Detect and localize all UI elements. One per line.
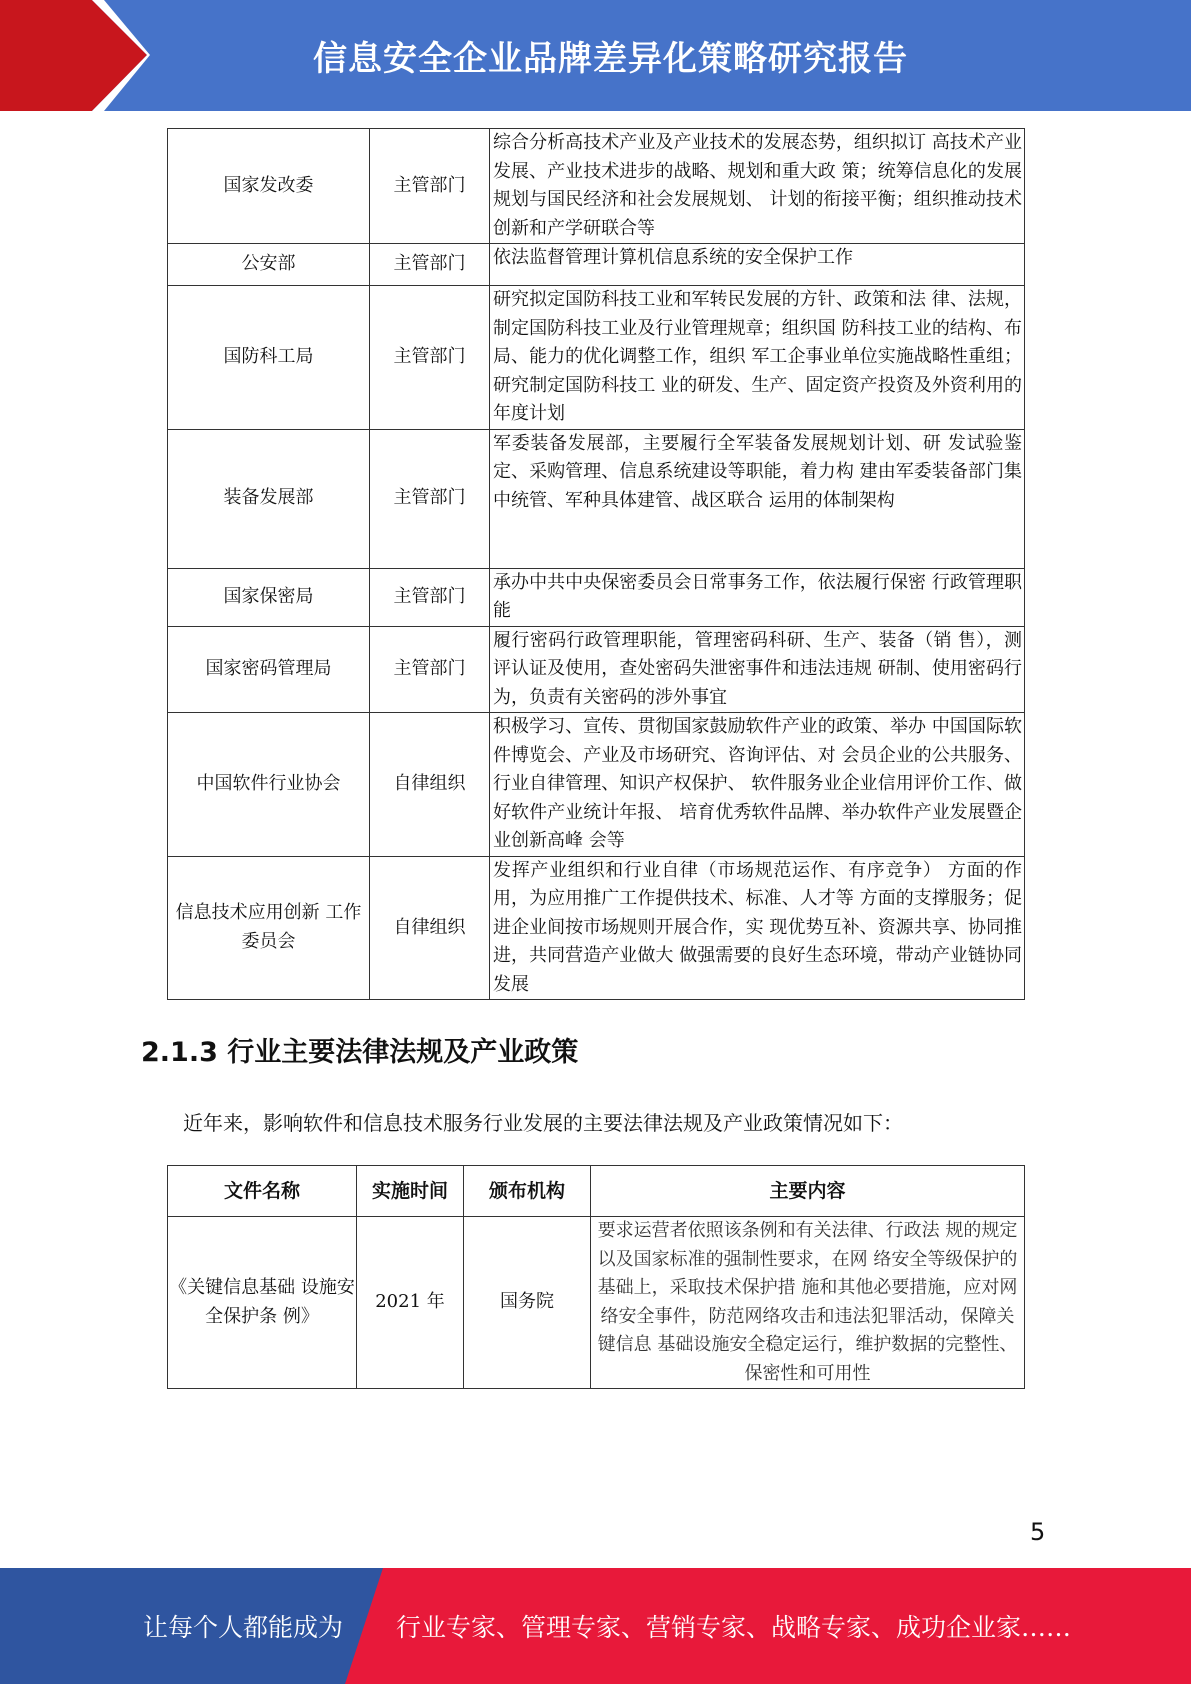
page-header [0, 0, 1191, 111]
footer-right-text: 行业专家、管理专家、营销专家、战略专家、成功企业家…… [396, 1613, 1072, 1642]
table-row [168, 129, 1025, 244]
table-row [168, 568, 1025, 626]
agency-name: 国家密码管理局 [168, 626, 370, 713]
agency-name: 公安部 [168, 244, 370, 286]
table-row [168, 713, 1025, 857]
agency-name: 国防科工局 [168, 286, 370, 430]
column-header: 主要内容 [591, 1166, 1025, 1217]
agency-type: 自律组织 [370, 713, 490, 857]
agency-description: 积极学习、宣传、贯彻国家鼓励软件产业的政策、举办 中国国际软件博览会、产业及市场研究、咨询评估、对 会员企业的公共服务、行业自律管理、知识产权保护、 软件服务业企业信用评价工作、做好软件产业统计年报、 培育优秀软件品牌、举办软件产业发展暨企业创新高峰 会等 [490, 713, 1025, 857]
agency-description: 研究拟定国防科技工业和军转民发展的方针、政策和法 律、法规，制定国防科技工业及行业管理规章；组织国 防科技工业的结构、布局、能力的优化调整工作，组织 军工企事业单位实施战略性重组；研究制定国防科技工 业的研发、生产、固定资产投资及外资利用的年度计划 [490, 286, 1025, 430]
agency-type: 主管部门 [370, 568, 490, 626]
footer-left-text: 让每个人都能成为 [143, 1613, 344, 1642]
agency-type: 主管部门 [370, 129, 490, 244]
law-issuer: 国务院 [464, 1217, 591, 1389]
agency-description: 履行密码行政管理职能，管理密码科研、生产、装备（销 售），测评认证及使用，查处密码失泄密事件和违法违规 研制、使用密码行为，负责有关密码的涉外事宜 [490, 626, 1025, 713]
agency-type: 主管部门 [370, 626, 490, 713]
table-row [168, 244, 1025, 286]
agency-name: 国家发改委 [168, 129, 370, 244]
agency-description: 承办中共中央保密委员会日常事务工作，依法履行保密 行政管理职能 [490, 568, 1025, 626]
agency-description: 发挥产业组织和行业自律（市场规范运作、有序竞争） 方面的作用，为应用推广工作提供技术、标准、人才等 方面的支撑服务；促进企业间按市场规则开展合作，实 现优势互补、资源共享、协同推进，共同营造产业做大 做强需要的良好生态环境，带动产业链协同发展 [490, 856, 1025, 1000]
page-number: 5 [1030, 1518, 1046, 1546]
header-chevron-icon [0, 0, 150, 111]
agency-name: 信息技术应用创新 工作委员会 [168, 856, 370, 1000]
section-intro: 近年来，影响软件和信息技术服务行业发展的主要法律法规及产业政策情况如下： [183, 1111, 903, 1135]
law-name: 《关键信息基础 设施安全保护条 例》 [168, 1217, 357, 1389]
table-row [168, 429, 1025, 568]
agency-type: 主管部门 [370, 286, 490, 430]
laws-table [167, 1165, 1025, 1389]
table-row [168, 856, 1025, 1000]
agency-name: 装备发展部 [168, 429, 370, 568]
page-footer [0, 1568, 1191, 1684]
table-row [168, 626, 1025, 713]
table-header-row [168, 1166, 1025, 1217]
law-date: 2021 年 [357, 1217, 464, 1389]
agency-name: 中国软件行业协会 [168, 713, 370, 857]
column-header: 颁布机构 [464, 1166, 591, 1217]
column-header: 实施时间 [357, 1166, 464, 1217]
agencies-table [167, 128, 1025, 1000]
agency-description: 依法监督管理计算机信息系统的安全保护工作 [490, 244, 1025, 286]
table-row [168, 1217, 1025, 1389]
header-title: 信息安全企业品牌差异化策略研究报告 [313, 39, 908, 79]
agency-description: 军委装备发展部，主要履行全军装备发展规划计划、研 发试验鉴定、采购管理、信息系统建设等职能，着力构 建由军委装备部门集中统管、军种具体建管、战区联合 运用的体制架构 [490, 429, 1025, 568]
agency-description: 综合分析高技术产业及产业技术的发展态势，组织拟订 高技术产业发展、产业技术进步的战略、规划和重大政 策；统筹信息化的发展规划与国民经济和社会发展规划、 计划的衔接平衡；组织推动技术创新和产学研联合等 [490, 129, 1025, 244]
agency-type: 自律组织 [370, 856, 490, 1000]
agency-name: 国家保密局 [168, 568, 370, 626]
column-header: 文件名称 [168, 1166, 357, 1217]
section-heading: 2.1.3 行业主要法律法规及产业政策 [141, 1037, 579, 1068]
agency-type: 主管部门 [370, 429, 490, 568]
table-row [168, 286, 1025, 430]
law-content: 要求运营者依照该条例和有关法律、行政法 规的规定以及国家标准的强制性要求，在网 络安全等级保护的基础上，采取技术保护措 施和其他必要措施，应对网络安全事件，防范网络攻击和违法犯罪活动，保障关键信息 基础设施安全稳定运行，维护数据的完整性、 保密性和可用性 [591, 1217, 1025, 1389]
agency-type: 主管部门 [370, 244, 490, 286]
